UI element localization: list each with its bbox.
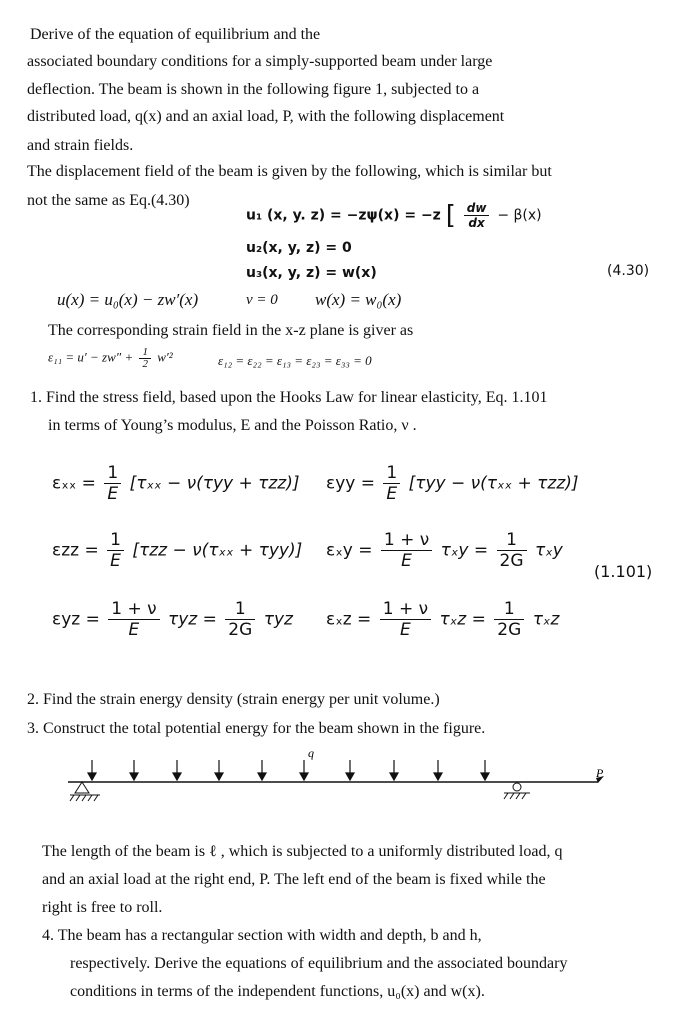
- q2-text: 2. Find the strain energy density (strain energy per unit volume.): [27, 691, 440, 708]
- hooke-exy-txy1: τₓy: [440, 540, 469, 561]
- load-arrow: [173, 760, 181, 780]
- eq-ux: u(x) = u₀(x) − zw′(x): [57, 290, 199, 309]
- load-arrow: [300, 760, 308, 780]
- beam-figure: [0, 740, 676, 810]
- hooke-exz-lhs: εₓz =: [326, 609, 372, 630]
- hooke-exz-frac2: [494, 599, 524, 640]
- left-pin-support: [70, 782, 100, 801]
- hooke-exx: [52, 463, 299, 504]
- right-roller-support: [504, 783, 530, 799]
- hooke-ezz-rhs: [τzz − ν(τₓₓ + τyy)]: [132, 540, 303, 561]
- q1-line-1: 1. Find the stress field, based upon the Hooks Law for linear elasticity, Eq. 1.101: [30, 389, 548, 406]
- eq-u2: u₂(x, y, z) = 0: [246, 240, 352, 256]
- eq-number-1-101: (1.101): [594, 562, 653, 581]
- beam-desc-line-3: right is free to roll.: [42, 899, 163, 916]
- eq-u3: u₃(x, y, z) = w(x): [246, 265, 377, 281]
- hooke-exz-den1: E: [400, 620, 411, 640]
- hooke-exz-frac1: [380, 599, 431, 640]
- load-label-q: q: [308, 746, 314, 760]
- beam-desc-line-1: The length of the beam is ℓ , which is subjected to a uniformly distributed load, q: [42, 843, 563, 860]
- hooke-eyz-tyz1: τyz: [168, 609, 198, 630]
- intro-line-1: Derive of the equation of equilibrium and the: [30, 26, 321, 43]
- eq-e-rest: ε₁₂ = ε₂₂ = ε₁₃ = ε₂₃ = ε₃₃ = 0: [218, 353, 372, 368]
- load-arrow: [390, 760, 398, 780]
- hooke-exz-eq: =: [471, 609, 486, 630]
- q1-line-2: in terms of Young’s modulus, E and the Poisson Ratio, ν .: [48, 417, 417, 434]
- hooke-exy-eq: =: [473, 540, 489, 561]
- intro-line-5: and strain fields.: [27, 137, 134, 154]
- hooke-ezz: [52, 530, 302, 571]
- frac-half-den: 2: [142, 358, 148, 370]
- hooke-exx-rhs: [τₓₓ − ν(τyy + τzz)]: [129, 473, 300, 494]
- load-arrow: [215, 760, 223, 780]
- load-arrow: [346, 760, 354, 780]
- hooke-eyz-frac1: [108, 599, 159, 640]
- hooke-eyy-lhs: εyy =: [326, 473, 375, 494]
- hooke-exy-frac2: [497, 530, 527, 571]
- hooke-exx-num: 1: [104, 463, 121, 484]
- eq-number-4-30: (4.30): [607, 263, 650, 279]
- bracket-left: [: [445, 200, 456, 231]
- q4-line-3: conditions in terms of the independent functions, u₀(x) and w(x).: [70, 983, 485, 1000]
- distributed-load-arrows: [88, 760, 489, 780]
- intro-line-4: distributed load, q(x) and an axial load, P, with the following displacement: [27, 108, 505, 125]
- hooke-ezz-den: E: [110, 551, 121, 571]
- hooke-ezz-lhs: εzz =: [52, 540, 99, 561]
- hooke-eyz-eq: =: [202, 609, 217, 630]
- frac-dw-dx: [464, 201, 490, 230]
- frac-dw: dw: [464, 201, 490, 216]
- hooke-eyy-den: E: [386, 484, 398, 504]
- load-arrow: [481, 760, 489, 780]
- q3-text: 3. Construct the total potential energy for the beam shown in the figure.: [27, 720, 486, 737]
- hooke-exx-lhs: εₓₓ =: [52, 473, 96, 494]
- eq-e11-left: ε₁₁ = u′ − zw″ +: [48, 349, 134, 365]
- hooke-eyz-num2: 1: [225, 599, 255, 620]
- hooke-exz-num1: 1 + ν: [380, 599, 431, 620]
- beam-desc-line-2: and an axial load at the right end, P. The left end of the beam is fixed while the: [42, 871, 546, 888]
- frac-half-num: 1: [139, 347, 151, 359]
- frac-dx: dx: [468, 216, 485, 230]
- frac-half: [139, 347, 151, 370]
- eq-u1-right: − β(x): [497, 207, 542, 224]
- hooke-eyz: [52, 599, 293, 640]
- hooke-exx-frac: [104, 463, 121, 504]
- eq-e11: [48, 347, 173, 370]
- load-arrow: [434, 760, 442, 780]
- hooke-exy-num2: 1: [497, 530, 527, 551]
- displacement-line-2: not the same as Eq.(4.30): [27, 192, 190, 209]
- hooke-exy-frac1: [381, 530, 432, 571]
- hooke-eyz-lhs: εyz =: [52, 609, 100, 630]
- hooke-eyz-den1: E: [128, 620, 140, 640]
- q4-line-2: respectively. Derive the equations of equilibrium and the associated boundary: [70, 955, 568, 972]
- eq-u1-left: u₁ (x, y. z) = −zψ(x) = −z: [246, 207, 441, 224]
- hooke-exz-num2: 1: [494, 599, 524, 620]
- hooke-exy-txy2: τₓy: [534, 540, 563, 561]
- hooke-exy: [326, 530, 563, 571]
- hooke-eyy: [326, 463, 579, 504]
- hooke-exy-lhs: εₓy =: [326, 540, 373, 561]
- hooke-exy-num1: 1 + ν: [381, 530, 432, 551]
- hooke-exz-txz2: τₓz: [532, 609, 560, 630]
- hooke-exy-den2: 2G: [499, 551, 524, 571]
- load-arrow: [130, 760, 138, 780]
- hooke-exz-den2: 2G: [497, 620, 522, 640]
- eq-wx: w(x) = w₀(x): [315, 290, 402, 309]
- hooke-ezz-num: 1: [107, 530, 124, 551]
- axial-load-label-P: P: [596, 766, 604, 780]
- hooke-exz-txz1: τₓz: [439, 609, 467, 630]
- hooke-eyy-rhs: [τyy − ν(τₓₓ + τzz)]: [408, 473, 579, 494]
- hooke-eyz-frac2: [225, 599, 255, 640]
- hooke-exz: [326, 599, 559, 640]
- load-arrow: [88, 760, 96, 780]
- hooke-eyz-den2: 2G: [228, 620, 253, 640]
- hooke-exx-den: E: [107, 484, 119, 504]
- eq-u1: [246, 201, 542, 230]
- displacement-line-1: The displacement field of the beam is given by the following, which is similar but: [27, 163, 552, 180]
- hooke-eyz-num1: 1 + ν: [108, 599, 159, 620]
- intro-line-3: deflection. The beam is shown in the following figure 1, subjected to a: [27, 81, 480, 98]
- eq-v0: v = 0: [246, 292, 278, 308]
- load-arrow: [258, 760, 266, 780]
- hooke-ezz-frac: [107, 530, 124, 571]
- strain-intro: The corresponding strain field in the x-z plane is giver as: [48, 322, 414, 339]
- intro-line-2: associated boundary conditions for a simply-supported beam under large: [27, 53, 493, 70]
- hooke-eyz-tyz2: τyz: [263, 609, 293, 630]
- q4-line-1: 4. The beam has a rectangular section with width and depth, b and h,: [42, 927, 482, 944]
- eq-e11-right: w′²: [157, 349, 173, 365]
- hooke-exy-den1: E: [401, 551, 412, 571]
- hooke-eyy-frac: [383, 463, 400, 504]
- hooke-eyy-num: 1: [383, 463, 400, 484]
